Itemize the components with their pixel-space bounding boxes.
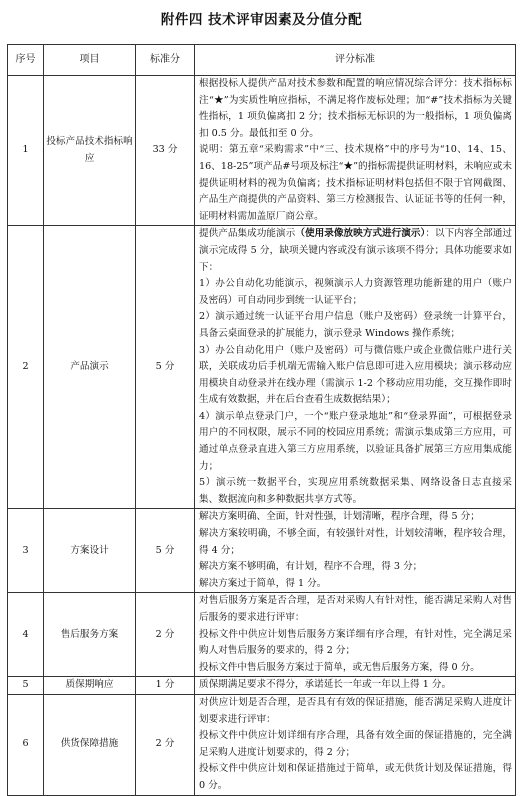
table-row xyxy=(8,677,516,695)
row-no: 2 xyxy=(8,226,44,509)
criteria-rest: ：以下内容全部通过演示完成得 5 分，缺项关键内容或没有演示该项不得分；具体功能要求如下： xyxy=(199,228,513,273)
criteria-line: 解决方案较明确，不够全面，有较强针对性，计划较清晰，程序较合理，得 4 分； xyxy=(199,528,512,556)
row-score: 33 分 xyxy=(136,76,195,226)
criteria-emphasis: （使用录像放映方式进行演示） xyxy=(295,228,426,240)
criteria-line: 1）办公自动化功能演示，视频演示人力资源管理功能新建的用户（账户及密码）可自动同步到统一认证平台； xyxy=(199,278,512,306)
row-score: 5 分 xyxy=(136,226,195,509)
row-item: 投标产品技术指标响应 xyxy=(44,76,136,226)
row-no: 1 xyxy=(8,76,44,226)
scoring-table xyxy=(7,44,516,796)
header-item: 项目 xyxy=(44,45,136,76)
row-item: 质保期响应 xyxy=(44,677,136,695)
row-score: 1 分 xyxy=(136,677,195,695)
table-header-row xyxy=(8,45,516,76)
row-score: 5 分 xyxy=(136,509,195,593)
row-score: 2 分 xyxy=(136,593,195,677)
row-criteria xyxy=(195,226,516,509)
row-criteria xyxy=(195,509,516,593)
criteria-line: 投标文件中售后服务方案过于简单，或无售后服务方案，得 0 分。 xyxy=(199,661,480,673)
criteria-line: 投标文件中供应计划售后服务方案详细有序合理，有针对性，完全满足采购人对售后服务的要求的，得 2 分； xyxy=(199,628,512,657)
criteria-line: 4）演示单点登录门户，一个“账户登录地址”和“登录界面”，可根据登录用户的不同权限，展示不同的校园应用系统；需演示集成第三方应用，可通过单点登录直进入第三方应用系统，以验证具备扩展第三方应用集成能力； xyxy=(199,410,512,472)
header-no: 序号 xyxy=(8,45,44,76)
criteria-line: 解决方案明确、全面，针对性强，计划清晰，程序合理，得 5 分； xyxy=(199,511,480,523)
row-criteria xyxy=(195,76,516,226)
criteria-line: 投标文件中供应计划和保证措施过于简单，或无供货计划及保证措施，得 0 分。 xyxy=(199,763,512,791)
row-item: 产品演示 xyxy=(44,226,136,509)
criteria-line: 5）演示统一数据平台，实现应用系统数据采集、网络设备日志直接采集、数据流向和多种数据共享方式等。 xyxy=(199,477,512,505)
row-no: 4 xyxy=(8,593,44,677)
criteria-line: 质保期满足要求不得分，承诺延长一年或一年以上得 1 分。 xyxy=(199,679,452,691)
table-row xyxy=(8,76,516,226)
row-criteria xyxy=(195,593,516,677)
header-criteria: 评分标准 xyxy=(195,45,516,76)
criteria-line: 解决方案不够明确，有计划，程序不合理，得 3 分； xyxy=(199,561,423,573)
table-row xyxy=(8,509,516,593)
document-title: 附件四 技术评审因素及分值分配 xyxy=(160,12,363,28)
criteria-line: 对供应计划是否合理，是否具有有效的保证措施，能否满足采购人进度计划要求进行评审： xyxy=(199,696,512,725)
row-item: 方案设计 xyxy=(44,509,136,593)
criteria-line: 根据投标人提供产品对技术参数和配置的响应情况综合评分：技术指标标注“★”为实质性响应指标，不满足将作废标处理；加“#”技术指标为关键性指标，1 项负偏离扣 2 分；技术指标无标识的为一般指标，1 项负偏离扣 0.5 分。最低扣至 0 分。 xyxy=(199,78,512,139)
row-criteria xyxy=(195,677,516,695)
criteria-line: 解决方案过于简单，得 1 分。 xyxy=(199,577,327,589)
criteria-lead: 提供产品集成功能演示 xyxy=(199,228,296,240)
table-row xyxy=(8,226,516,509)
row-score: 2 分 xyxy=(136,694,195,795)
header-score: 标准分 xyxy=(136,45,195,76)
criteria-intro xyxy=(199,226,512,276)
criteria-line: 说明：第五章“采购需求”中“三、技术规格”中的序号为“10、14、15、16、18-25”项产品#号项及标注“★”的指标需提供证明材料，未响应或未提供证明材料的视为负偏离；技术指标证明材料包括但不限于官网截图、产品生产商提供的产品资料、第三方检测报告、认证证书等的任何一种，证明材料需加盖原厂商公章。 xyxy=(199,144,512,222)
row-item: 售后服务方案 xyxy=(44,593,136,677)
criteria-line: 2）演示通过统一认证平台用户信息（账户及密码）登录统一计算平台，具备云桌面登录的扩展能力，演示登录 Windows 操作系统； xyxy=(199,311,512,339)
criteria-line: 3）办公自动化用户（账户及密码）可与微信账户或企业微信账户进行关联，关联成功后手机端无需输入账户信息即可进入应用模块；演示移动应用模块自动登录并在线办理（需演示 1-2 个移动应用功能，交互操作即时生成有效数据，并在后台查看生成数据结果）； xyxy=(199,344,512,406)
row-no: 3 xyxy=(8,509,44,593)
row-no: 5 xyxy=(8,677,44,695)
row-item: 供货保障措施 xyxy=(44,694,136,795)
table-row xyxy=(8,593,516,677)
criteria-line: 投标文件中供应计划详细有序合理，具备有效全面的保证措施的，完全满足采购人进度计划要求的，得 2 分； xyxy=(199,730,512,758)
criteria-line: 对售后服务方案是否合理，是否对采购人有针对性，能否满足采购人对售后服务的要求进行评审： xyxy=(199,595,512,623)
row-no: 6 xyxy=(8,694,44,795)
